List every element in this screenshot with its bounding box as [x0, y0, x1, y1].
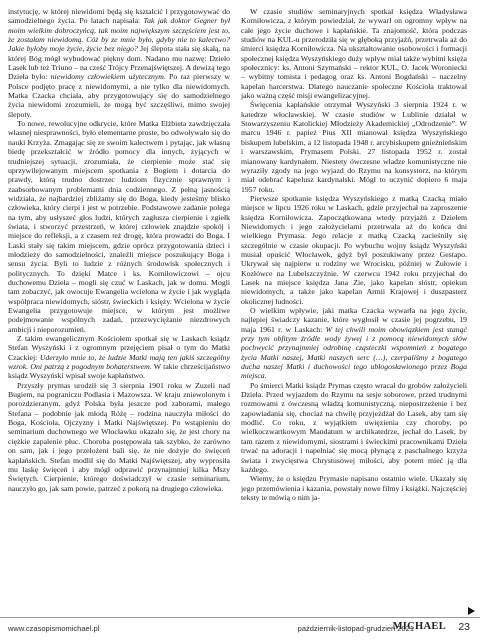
- quote: Tak jak doktor Gegner był moim wielkim dobroczyńcą, tak moim największym szczęściem jest to, że zostałam niewidomą. Cóż by ze mnie było, gdyby nie to kalectwo? Jakie byłoby moje życie, życie bez niego?: [8, 16, 230, 54]
- issue-date: październik-listopad-grudzień 2021: [297, 624, 414, 633]
- paragraph-text: O wielkim wpływie, jaki matka Czacka wywarła na jego życie, najlepiej świadczy kazanie, które wygłosił w czasie jej pogrzebu, 19 maja 1961 r. w Laskach:: [241, 306, 467, 334]
- paragraph-text: Z takim ewangelicznym Kościołem spotkał się w Laskach ksiądz Stefan Wyszyński i z ogromnym przejęciem pisał o tym do Matki Czackiej:: [8, 334, 230, 362]
- quote: W tej chwili moim obowiązkiem jest stanąć przy tym obfitym źródle wody żywej i z pomocą niewidomych słów pochwycić przynajmniej odrobinę cząsteczki wspomnień z bogatego życia Matki naszej, Matki naszych serc (…), czerpaliśmy z bogatego ducha naszej Matki i duchowości tego ubłogosławionego przez Boga miejsca.: [241, 324, 467, 381]
- magazine-brand: MICHAEL: [392, 621, 446, 632]
- website-link[interactable]: www.czasopismomichael.pl: [8, 624, 100, 633]
- paragraph-text: . Po raz pierwszy w Polsce podjęto pracę z niewidomymi, a nie tylko dla niewidomych. Matka Czacka chciała, aby przygotowujący się do samodzielnego życia niewidomi zrozumieli, że mogą być szczęśliwi, mimo swojej ślepoty.: [8, 72, 230, 119]
- paragraph: W czasie studiów seminaryjnych spotkał księdza Władysława Korniłowicza, z którym powiedział, że wywarł on ogromny wpływ na całe jego życie duchowe i kapłańskie. Ta znajomość, która podczas studiów na KUL-u przerodziła się w głęboką przyjaźń, przetrwała aż do śmierci księdza Korniłowicza. Na ukształtowanie osobowości i formacji społecznej księdza Wyszyńskiego duży wpływ miał także wybitni księża społecznicy: ks. Antoni Szymański – rektor KUL, O. Jacek Woroniecki – wybitny tomista i pedagog oraz ks. Antoni Bogdański – naczelny kapelan harcerstwa. Dlatego nauczanie społeczne Kościoła traktował jako ważną część misji ewangelizacyjnej.: [241, 7, 467, 101]
- paragraph: Wiemy, że o księdzu Prymasie napisano ostatnio wiele. Ukazały się jego przemówienia i kazania, powstały nowe filmy i książki. Najczęściej teksty te mówią o nim ja-: [241, 474, 467, 502]
- paragraph: To nowe, rewolucyjne odkrycie, które Matka Elżbieta zawdzięczała własnej niesprawności, było elementarne proste, bo odwoływało się do nauki Krzyża. Zmagając się ze swoim kalectwem i pytając, jak własną biedę przekształcić w źródło pomocy dla innych, żyjących w trudniejszej sytuacji, zrozumiała, że cierpienie może stać się uprzywilejowanym miejscem spotkania z Bogiem i dotarcia do prawdy, którą trudno dostrzec ludziom fizycznie sprawnym i zaabsorbowanym problemami dnia codziennego. Z pełną jasnością widziała, że najbardziej zbliżamy się do Boga, kiedy jesteśmy blisko człowieka, który cierpi i jest w potrzebie. Podstawowe zadanie polega na tym, aby usłyszeć głos ludzi, których zagłusza cierpienie i zgiełk świata, i stworzyć przestrzeń, w której człowiek znajdzie spokój i miejsce do refleksji, a z czasem też drogę, która prowadzi do Boga. I Laski stały się takim miejscem, gdzie oprócz przygotowania dzieci i młodzieży do samodzielności, znaleźli miejsce poszukujący Boga i sensu życia. Byli to ludzie z różnych środowisk społecznych i politycznych. To dzięki Matce i ks. Korniłowiczowi – ojcu duchowemu Dzieła – mogli się czuć w Laskach, jak w domu. Mogli tam zobaczyć, jak owocuje Ewangelia wcielona w życie i jak wygląda współpraca niewidomych, sióstr, świeckich i księży. Wcielona w życie Ewangelia przygotowuje miejsce, w którym jest możliwe podejmowanie wspólnych zadań, przezwyciężanie niezdrowych ambicji i nieporozumień.: [8, 119, 230, 334]
- paragraph: [8, 334, 230, 381]
- page-footer: [0, 617, 480, 643]
- quote: Uderzyło mnie to, że ludzie Matki mają ten jakiś szczególny wzrok. Oni patrzą z pogodnym bohaterstwem.: [8, 352, 230, 372]
- paragraph: [241, 306, 467, 381]
- page-number: 23: [458, 621, 470, 633]
- left-column: [8, 7, 230, 493]
- paragraph: Po śmierci Matki ksiądz Prymas często wracał do grobów założycieli Dzieła. Przed wyjazdem do Rzymu na sesje soborowe, przed trudnymi rozmowami z ówczesną władzą komunistyczną, niepostrzeżenie i bez zapowiadania się, chociaż na chwilę przyjeżdżał do Lasek, aby tam się modlić. Co roku, z wyjątkiem uwięzienia czy choroby, po wielkoczwartkowym Mandatum w archikatedrze, jechał do Lasek, by tam razem z niewidomymi, siostrami i świeckimi pracownikami Dzieła trwać na adoracji i napełniać się mocą płynącą z paschalnego krzyża świata i zwycięstwa Chrystusowej miłości, aby potem mieć ją dla każdego.: [241, 380, 467, 474]
- paragraph: Przyszły prymas urodził się 3 sierpnia 1901 roku w Zuzeli nad Bugiem, na pograniczu Podlasia i Mazowsza. W kraju zniewolonym i porozdzieranym, gdyż Polska była jeszcze pod zaborami, małego Stefana – podobnie jak młodą Różę – rodzina nauczyła miłości do Boga, Kościoła, Ojczyzny i Matki Najświętszej. Po wstąpieniu do seminarium duchownego we Włocławku okazało się, że jest chory na ciężkie zapalenie płuc. Choroba postępowała tak szybko, że zarówno on sam, jak i jego przełożeni bali się, że nie dożyje do święceń kapłańskich. Stefan modlił się do Matki Najświętszej, aby wyprosiła mu łaskę święceń i aby mógł odprawić przynajmniej kilka Mszy Świętych. Cierpienie, którego doświadczył w czasie seminarium, nauczyło go, jak sam powie, patrzeć z pokorą na drugiego człowieka.: [8, 380, 230, 493]
- paragraph: [8, 7, 230, 119]
- paragraph: Święcenia kapłańskie otrzymał Wyszyński 3 sierpnia 1924 r. w katedrze włocławskiej. W czasie studiów w Lublinie działał w Stowarzyszeniu Katolickiej Młodzieży Akademickiej „Odrodzenie”. W marcu 1946 r. papież Pius XII mianował księdza Wyszyńskiego biskupem lubelskim, a 12 listopada 1948 r. arcybiskupem gnieźnieńskim i warszawskim, Prymasem Polski. 27 listopada 1952 r. został mianowany kardynałem. Niestety ówczesne władze komunistyczne nie wyraziły zgody na jego wyjazd do Rzymu na konsystorz, na którym miał odebrać kapelusz kardynalski. Mógł to uczynić dopiero 6 maja 1957 roku.: [241, 100, 467, 194]
- right-column: [241, 7, 467, 502]
- arrow-right-icon[interactable]: [468, 607, 475, 615]
- motto: niewidomy człowiekiem użytecznym: [50, 72, 164, 82]
- paragraph-text: W takie chrześcijaństwo ksiądz Wyszyński wpisał swoje kapłaństwo.: [8, 362, 230, 381]
- paragraph: Pierwsze spotkanie księdza Wyszyńskiego z matką Czacką miało miejsce w lipcu 1926 roku w Laskach, gdzie przyjechał na zaproszenie księdza Korniłowicza. Zapoczątkowana wtedy przyjaźń z Dziełem Niewidomych i jego założycielami przetrwała aż do końca dni wielkiego Prymasa. Jego relacje z matką Czacką zacieśniły się szczególnie w czasie okupacji. Po wybuchu wojny ksiądz Wyszyński musiał opuścić Włocławek, gdyż był poszukiwany przez Gestapo. Ukrywał się najpierw u rodziny we Wrocisku, później w Żułowie i Kozłówce na Lubelszczyźnie. W czerwcu 1942 roku przyjechał do Lasek na miejsce księdza Jana Zie, jako kapelan sióstr, opiekun niewidomych, a także jako kapelan Armii Krajowej i duszpasterz okolicznej ludności.: [241, 193, 467, 306]
- paragraph-text: instytucję, w której niewidomi będą się kształcić i przygotowywać do samodzielnego życia. Po latach napisała:: [8, 7, 230, 26]
- paragraph-text: Jej ślepota stała się skałą, na której Bóg mógł wybudować piękny dom. Nadano mu nazwę: Dzieło Lasek lub też Triuno – na cześć Trójcy Przenajświętszej. A dewizą tego Dzieła było:: [8, 44, 230, 82]
